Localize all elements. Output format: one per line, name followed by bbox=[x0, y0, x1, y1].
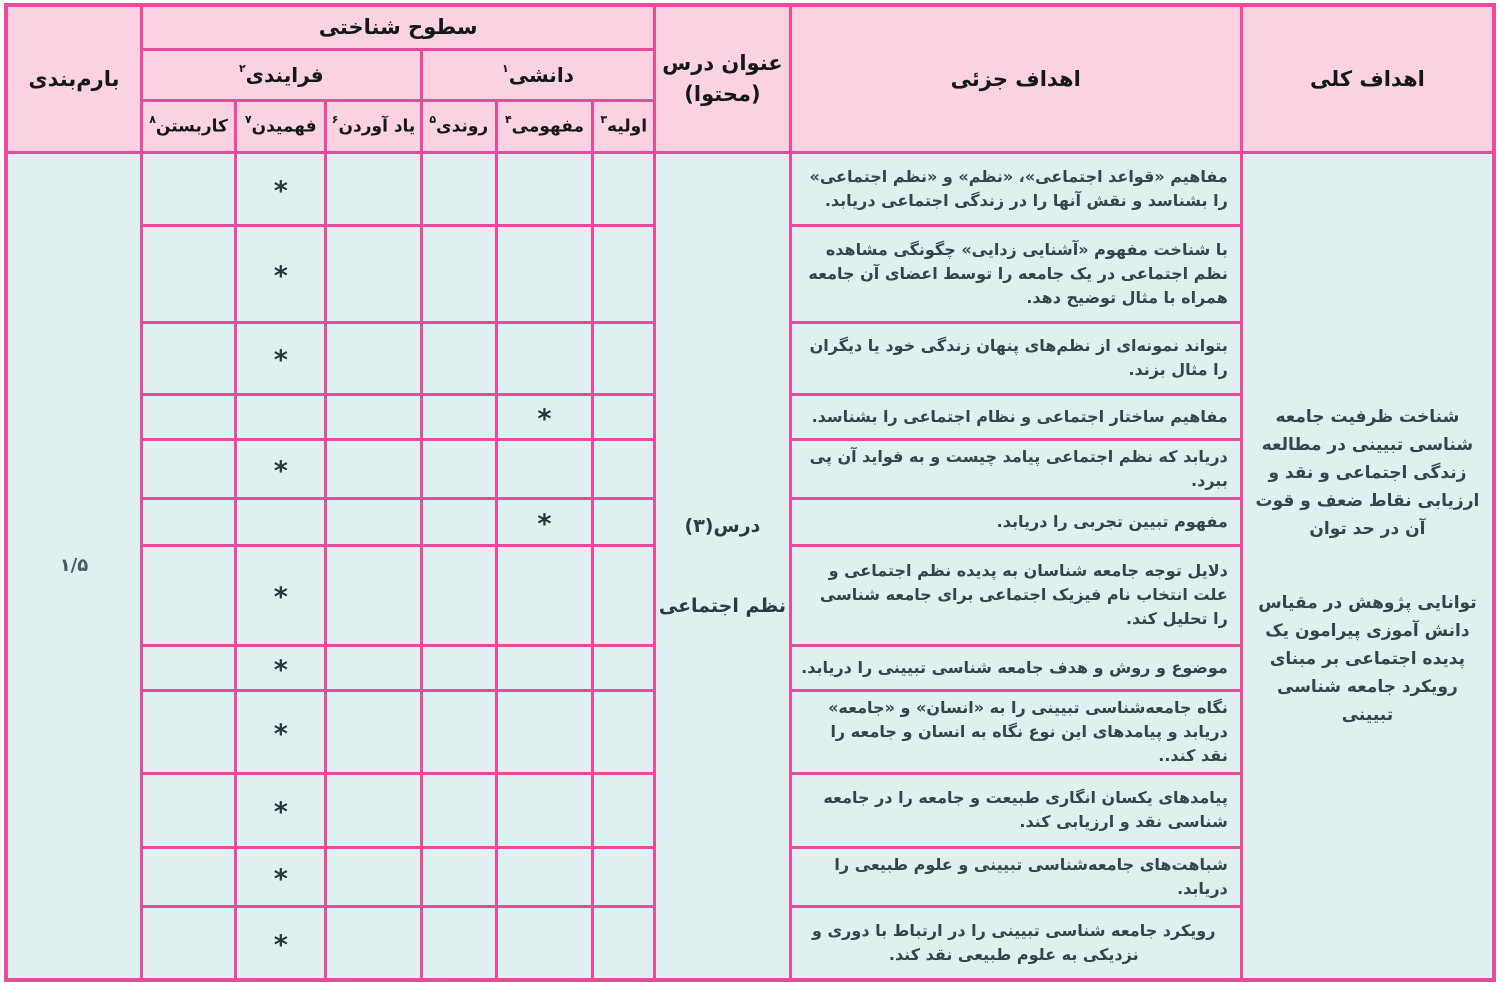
general-objective-paragraph-2: توانایی پژوهش در مقیاس دانش آموزی پیرامون یک پدیده اجتماعی بر مبنای رویکرد جامعه شناسی تبیینی bbox=[1258, 592, 1477, 725]
level-header-fahmidan: فهمیدن$^۷$ bbox=[236, 100, 326, 152]
mark-mafhoomi bbox=[496, 439, 592, 498]
mark-mafhoomi bbox=[496, 906, 592, 980]
mark-yadavardan bbox=[326, 498, 421, 545]
specific-objective-text: مفاهیم «قواعد اجتماعی»، «نظم» و «نظم اجتماعی» را بشناسد و نقش آنها را در زندگی اجتماعی دریابد. bbox=[790, 152, 1241, 225]
knowledge-group-label: دانشی bbox=[508, 62, 574, 87]
mark-karbastan bbox=[141, 645, 235, 690]
mark-yadavardan bbox=[326, 645, 421, 690]
lesson-title-header bbox=[655, 5, 790, 152]
mark-fahmidan: * bbox=[236, 545, 326, 645]
mark-mafhoomi bbox=[496, 645, 592, 690]
mark-karbastan bbox=[141, 773, 235, 847]
mark-mafhoomi bbox=[496, 847, 592, 906]
mark-ravandi bbox=[421, 225, 496, 322]
mark-karbastan bbox=[141, 394, 235, 439]
lesson-title-header-line2: (محتوا) bbox=[684, 81, 761, 106]
mark-avaliyeh bbox=[593, 773, 655, 847]
mark-ravandi bbox=[421, 906, 496, 980]
mark-yadavardan bbox=[326, 322, 421, 394]
mark-yadavardan bbox=[326, 394, 421, 439]
mark-karbastan bbox=[141, 498, 235, 545]
mark-karbastan bbox=[141, 847, 235, 906]
specific-objective-text: با شناخت مفهوم «آشنایی زدایی» چگونگی مشاهده نظم اجتماعی در یک جامعه را توسط اعضای آن جامعه همراه با مثال توضیح دهد. bbox=[790, 225, 1241, 322]
mark-ravandi bbox=[421, 773, 496, 847]
process-group-label: فرایندی bbox=[245, 62, 324, 87]
mark-ravandi bbox=[421, 645, 496, 690]
specific-objective-text: مفهوم تبیین تجربی را دریابد. bbox=[790, 498, 1241, 545]
mark-fahmidan: * bbox=[236, 690, 326, 773]
mark-mafhoomi bbox=[496, 773, 592, 847]
cognitive-levels-header: سطوح شناختی bbox=[141, 5, 654, 49]
process-group-header bbox=[141, 49, 421, 100]
mark-fahmidan: * bbox=[236, 906, 326, 980]
mark-karbastan bbox=[141, 439, 235, 498]
mark-ravandi bbox=[421, 498, 496, 545]
mark-avaliyeh bbox=[593, 394, 655, 439]
mark-fahmidan: * bbox=[236, 225, 326, 322]
specific-objective-text: پیامدهای یکسان انگاری طبیعت و جامعه را در جامعه شناسی نقد و ارزیابی کند. bbox=[790, 773, 1241, 847]
mark-mafhoomi: * bbox=[496, 498, 592, 545]
mark-mafhoomi bbox=[496, 225, 592, 322]
specific-objective-text: دریابد که نظم اجتماعی پیامد چیست و به فواید آن پی ببرد. bbox=[790, 439, 1241, 498]
mark-karbastan bbox=[141, 225, 235, 322]
curriculum-table bbox=[4, 3, 1496, 982]
mark-mafhoomi bbox=[496, 322, 592, 394]
mark-ravandi bbox=[421, 690, 496, 773]
score-cell: ۱/۵ bbox=[6, 152, 141, 980]
mark-fahmidan bbox=[236, 498, 326, 545]
mark-fahmidan: * bbox=[236, 773, 326, 847]
mark-avaliyeh bbox=[593, 690, 655, 773]
mark-fahmidan bbox=[236, 394, 326, 439]
mark-avaliyeh bbox=[593, 439, 655, 498]
mark-karbastan bbox=[141, 322, 235, 394]
mark-fahmidan: * bbox=[236, 322, 326, 394]
mark-yadavardan bbox=[326, 152, 421, 225]
mark-fahmidan: * bbox=[236, 847, 326, 906]
lesson-number: درس(۳) bbox=[684, 514, 761, 537]
mark-ravandi bbox=[421, 545, 496, 645]
mark-avaliyeh bbox=[593, 152, 655, 225]
mark-ravandi bbox=[421, 439, 496, 498]
mark-ravandi bbox=[421, 847, 496, 906]
specific-objective-text: مفاهیم ساختار اجتماعی و نظام اجتماعی را بشناسد. bbox=[790, 394, 1241, 439]
mark-avaliyeh bbox=[593, 498, 655, 545]
mark-yadavardan bbox=[326, 773, 421, 847]
mark-karbastan bbox=[141, 690, 235, 773]
header-row-1 bbox=[6, 5, 1494, 49]
specific-objective-text: شباهت‌های جامعه‌شناسی تبیینی و علوم طبیعی را دریابد. bbox=[790, 847, 1241, 906]
lesson-name: نظم اجتماعی bbox=[658, 594, 787, 617]
specific-objective-text: موضوع و روش و هدف جامعه شناسی تبیینی را دریابد. bbox=[790, 645, 1241, 690]
mark-ravandi bbox=[421, 322, 496, 394]
mark-avaliyeh bbox=[593, 322, 655, 394]
general-objectives-cell bbox=[1241, 152, 1494, 980]
level-header-avaliyeh: اولیه$^۳$ bbox=[593, 100, 655, 152]
lesson-title-cell bbox=[655, 152, 790, 980]
specific-objective-text: دلایل توجه جامعه شناسان به پدیده نظم اجتماعی و علت انتخاب نام فیزیک اجتماعی برای جامعه شناسی را تحلیل کند. bbox=[790, 545, 1241, 645]
process-group-sup: ۲ bbox=[238, 61, 246, 75]
mark-fahmidan: * bbox=[236, 152, 326, 225]
level-header-karbastan: کاربستن$^۸$ bbox=[141, 100, 235, 152]
mark-mafhoomi bbox=[496, 690, 592, 773]
mark-avaliyeh bbox=[593, 906, 655, 980]
mark-yadavardan bbox=[326, 439, 421, 498]
knowledge-group-sup: ۱ bbox=[502, 61, 509, 75]
mark-yadavardan bbox=[326, 225, 421, 322]
mark-mafhoomi bbox=[496, 152, 592, 225]
objective-row-1 bbox=[6, 152, 1494, 225]
mark-karbastan bbox=[141, 545, 235, 645]
specific-objectives-header: اهداف جزئی bbox=[790, 5, 1241, 152]
mark-yadavardan bbox=[326, 690, 421, 773]
curriculum-sheet bbox=[4, 3, 1496, 982]
mark-mafhoomi bbox=[496, 545, 592, 645]
scoring-header: بارم‌بندی bbox=[6, 5, 141, 152]
mark-ravandi bbox=[421, 152, 496, 225]
mark-avaliyeh bbox=[593, 847, 655, 906]
mark-avaliyeh bbox=[593, 225, 655, 322]
mark-yadavardan bbox=[326, 545, 421, 645]
level-header-yadavardan: یاد آوردن$^۶$ bbox=[326, 100, 421, 152]
specific-objective-text: رویکرد جامعه شناسی تبیینی را در ارتباط با دوری و نزدیکی به علوم طبیعی نقد کند. bbox=[790, 906, 1241, 980]
mark-karbastan bbox=[141, 152, 235, 225]
knowledge-group-header bbox=[421, 49, 655, 100]
mark-karbastan bbox=[141, 906, 235, 980]
mark-yadavardan bbox=[326, 906, 421, 980]
general-objectives-header: اهداف کلی bbox=[1241, 5, 1494, 152]
general-objective-paragraph-1: شناخت ظرفیت جامعه شناسی تبیینی در مطالعه زندگی اجتماعی و نقد و ارزیابی نقاط ضعف و قوت آن در حد توان bbox=[1255, 406, 1480, 539]
mark-yadavardan bbox=[326, 847, 421, 906]
mark-avaliyeh bbox=[593, 645, 655, 690]
level-header-ravandi: روندی$^۵$ bbox=[421, 100, 496, 152]
specific-objective-text: بتواند نمونه‌ای از نظم‌های پنهان زندگی خود یا دیگران را مثال بزند. bbox=[790, 322, 1241, 394]
level-header-mafhoomi: مفهومی$^۴$ bbox=[496, 100, 592, 152]
lesson-title-header-line1: عنوان درس bbox=[662, 51, 783, 76]
mark-fahmidan: * bbox=[236, 645, 326, 690]
mark-fahmidan: * bbox=[236, 439, 326, 498]
specific-objective-text: نگاه جامعه‌شناسی تبیینی را به «انسان» و «جامعه» دریابد و پیامدهای این نوع نگاه به انسان و جامعه را نقد کند.. bbox=[790, 690, 1241, 773]
mark-mafhoomi: * bbox=[496, 394, 592, 439]
mark-avaliyeh bbox=[593, 545, 655, 645]
mark-ravandi bbox=[421, 394, 496, 439]
